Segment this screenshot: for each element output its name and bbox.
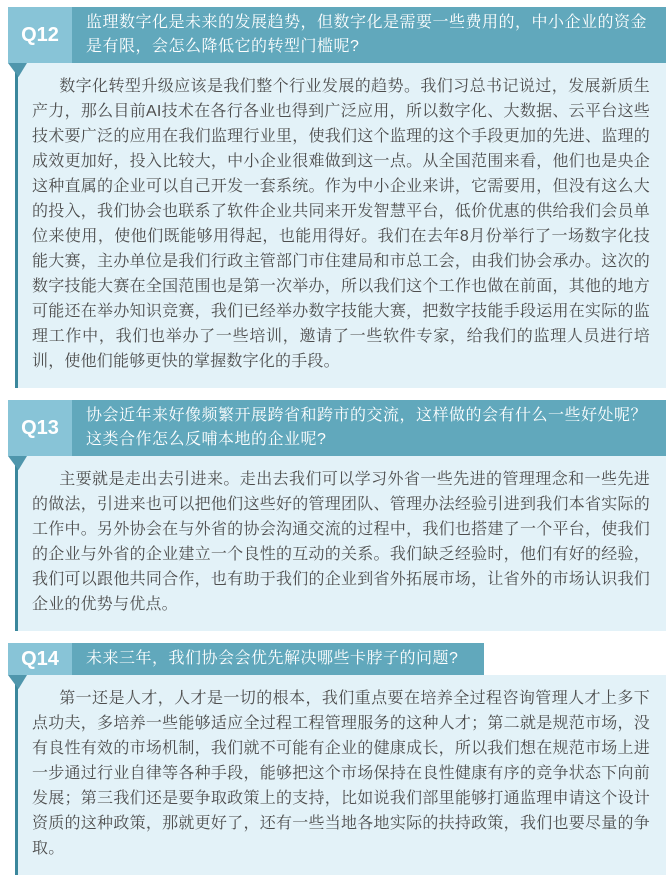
question-header	[8, 7, 666, 63]
question-text: 未来三年，我们协会会优先解决哪些卡脖子的问题?	[86, 650, 459, 667]
question-text: 监理数字化是未来的发展趋势，但数字化是需要一些费用的，中小企业的资金是有限，会怎么降低它的转型门槛呢?	[86, 14, 648, 55]
answer-panel	[15, 63, 666, 388]
answer-text: 数字化转型升级应该是我们整个行业发展的趋势。我们习总书记说过，发展新质生产力，那么目前AI技术在各行各业也得到广泛应用，所以数字化、大数据、云平台这些技术要广泛的应用在我们监理行业里，使我们这个监理的这个手段更加的先进、监理的成效更加好，投入比较大，中小企业很难做到这一点。从全国范围来看，他们也是央企这种直属的企业可以自己开发一套系统。作为中小企业来讲，它需要用，但没有这么大的投入，我们协会也联系了软件企业共同来开发智慧平台，低价优惠的供给我们会员单位来使用，使他们既能够用得起，也能用得好。我们在去年8月份举行了一场数字化技能大赛，主办单位是我们行政主管部门市住建局和市总工会，由我们协会承办。这次的数字技能大赛在全国范围也是第一次举办，所以我们这个工作也做在前面，其他的地方可能还在举办知识竞赛，我们已经举办数字技能大赛，把数字技能手段运用在实际的监理工作中，我们也举办了一些培训，邀请了一些软件专家，给我们的监理人员进行培训，使他们能够更快的掌握数字化的手段。	[32, 78, 650, 370]
question-header	[8, 400, 666, 456]
answer-text: 第一还是人才，人才是一切的根本，我们重点要在培养全过程咨询管理人才上多下点功夫，多培养一些能够适应全过程工程管理服务的这种人才；第二就是规范市场，没有良性有效的市场机制，我们就不可能有企业的健康成长，所以我们想在规范市场上进一步通过行业自律等各种手段，能够把这个市场保持在良性健康有序的竞争状态下向前发展；第三我们还是要争取政策上的支持，比如说我们部里能够打通监理申请这个设计资质的这种政策，那就更好了，还有一些当地各地实际的扶持政策，我们也要尽量的争取。	[32, 690, 650, 857]
qa-block-q12	[0, 7, 666, 388]
question-text: 协会近年来好像频繁开展跨省和跨市的交流，这样做的会有什么一些好处呢？这类合作怎么反哺本地的企业呢?	[86, 407, 648, 448]
qa-block-q14	[0, 643, 666, 875]
qa-block-q13	[0, 400, 666, 631]
question-header	[8, 643, 484, 675]
question-number-badge: Q13	[8, 400, 72, 456]
answer-text: 主要就是走出去引进来。走出去我们可以学习外省一些先进的管理理念和一些先进的做法，引进来也可以把他们这些好的管理团队、管理办法经验引进到我们本省实际的工作中。另外协会在与外省的协会沟通交流的过程中，我们也搭建了一个平台，使我们的企业与外省的企业建立一个良性的互动的关系。我们缺乏经验时，他们有好的经验，我们可以跟他共同合作，也有助于我们的企业到省外拓展市场，让省外的市场认识我们企业的优势与优点。	[32, 471, 650, 613]
answer-panel	[15, 456, 666, 631]
answer-panel	[15, 675, 666, 875]
question-number-badge: Q14	[8, 643, 72, 675]
question-number-badge: Q12	[8, 7, 72, 63]
